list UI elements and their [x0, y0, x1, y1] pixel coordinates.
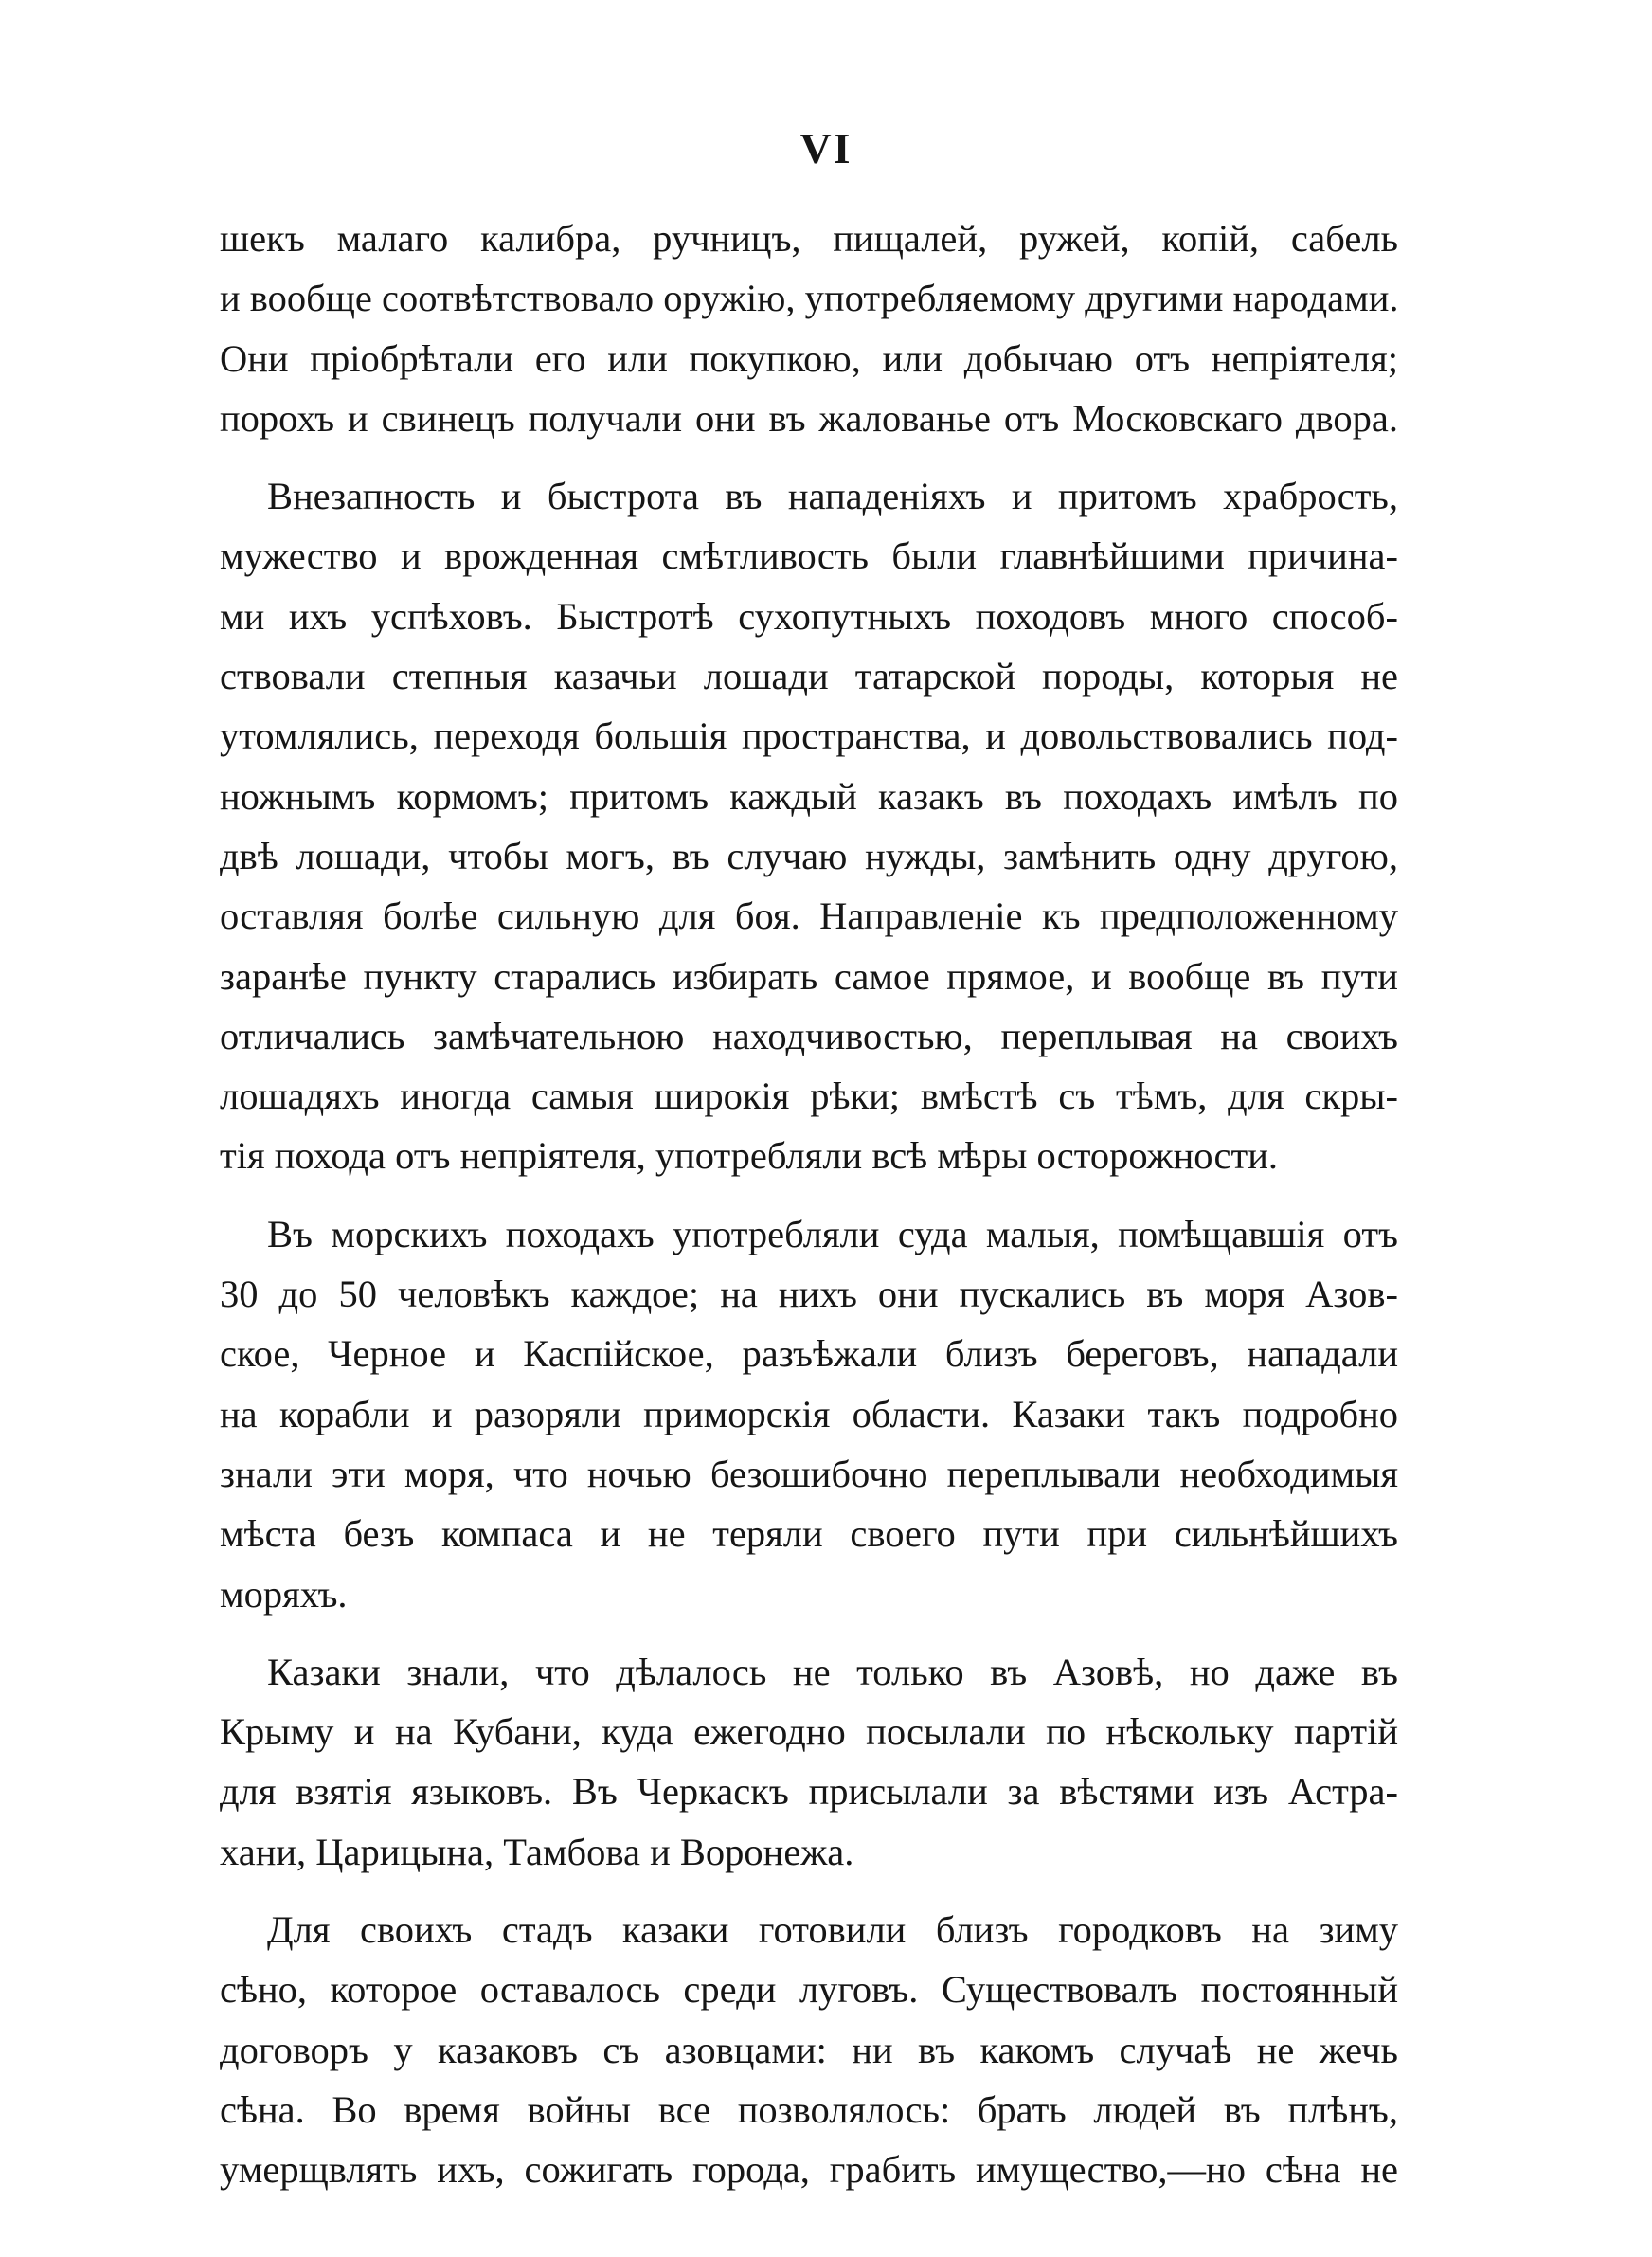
text-line: Казаки знали, что дѣлалось не только въ Азовѣ, но даже въ: [267, 1650, 1398, 1693]
text-line: моряхъ.: [220, 1572, 348, 1616]
text-line: и вообще соотвѣтствовало оружію, употребляемому другими народами.: [220, 277, 1399, 320]
text-line: заранѣе пункту старались избирать самое прямое, и вообще въ пути: [220, 954, 1398, 998]
text-line: ское, Черное и Каспійское, разъѣжали близъ береговъ, нападали: [220, 1332, 1398, 1376]
page-number: VI: [799, 124, 853, 172]
text-line: Въ морскихъ походахъ употребляли суда малыя, помѣщавшія отъ: [267, 1212, 1398, 1255]
text-line: отличались замѣчательною находчивостью, переплывая на своихъ: [220, 1014, 1398, 1057]
text-line: тія похода отъ непріятеля, употребляли всѣ мѣры осторожности.: [220, 1134, 1279, 1178]
text-line: оставляя болѣе сильную для боя. Направленіе къ предположенному: [220, 894, 1398, 938]
text-line: мужество и врожденная смѣтливость были главнѣйшими причина-: [220, 534, 1398, 578]
text-line: шекъ малаго калибра, ручницъ, пищалей, ружей, копій, сабель: [220, 217, 1398, 260]
text-line: Они пріобрѣтали его или покупкою, или добычаю отъ непріятеля;: [220, 336, 1398, 380]
text-line: утомлялись, переходя большія пространства, и довольствовались под-: [220, 714, 1398, 758]
text-line: Крыму и на Кубани, куда ежегодно посылали по нѣскольку партій: [220, 1710, 1398, 1754]
text-line: умерщвлять ихъ, сожигать города, грабить имущество,—но сѣна не: [220, 2148, 1398, 2192]
paragraph: [220, 1642, 1398, 1882]
text-line: для взятія языковъ. Въ Черкаскъ присылали за вѣстями изъ Астра-: [220, 1770, 1398, 1814]
text-line: порохъ и свинецъ получали они въ жалованье отъ Московскаго двора.: [220, 396, 1398, 440]
text-line: двѣ лошади, чтобы могъ, въ случаю нужды, замѣнить одну другою,: [220, 834, 1398, 877]
text-line: хани, Царицына, Тамбова и Воронежа.: [220, 1830, 854, 1873]
text-line: Внезапность и быстрота въ нападеніяхъ и притомъ храбрость,: [267, 475, 1398, 518]
text-line: на корабли и разоряли приморскія области. Казаки такъ подробно: [220, 1392, 1398, 1435]
paragraph: [220, 466, 1398, 1186]
text-line: ми ихъ успѣховъ. Быстротѣ сухопутныхъ походовъ много способ-: [220, 594, 1398, 638]
paragraph: [220, 208, 1398, 448]
text-line: сѣна. Во время войны все позволялось: брать людей въ плѣнъ,: [220, 2087, 1398, 2131]
text-line: договоръ у казаковъ съ азовцами: ни въ какомъ случаѣ не жечь: [220, 2028, 1398, 2071]
paragraph: [220, 1900, 1398, 2199]
text-line: знали эти моря, что ночью безошибочно переплывали необходимыя: [220, 1452, 1398, 1495]
text-line: ствовали степныя казачьи лошади татарской породы, которыя не: [220, 655, 1398, 698]
text-line: мѣста безъ компаса и не теряли своего пути при сильнѣйшихъ: [220, 1512, 1398, 1556]
paragraph: [220, 1204, 1398, 1624]
text-line: лошадяхъ иногда самыя широкія рѣки; вмѣстѣ съ тѣмъ, для скры-: [220, 1074, 1398, 1118]
text-line: сѣно, которое оставалось среди луговъ. Существовалъ постоянный: [220, 1968, 1398, 2012]
text-line: ножнымъ кормомъ; притомъ каждый казакъ въ походахъ имѣлъ по: [220, 774, 1398, 818]
text-line: 30 до 50 человѣкъ каждое; на нихъ они пускались въ моря Азов-: [220, 1273, 1398, 1316]
body-text: [220, 208, 1398, 2218]
text-line: Для своихъ стадъ казаки готовили близъ городковъ на зиму: [267, 1908, 1398, 1952]
